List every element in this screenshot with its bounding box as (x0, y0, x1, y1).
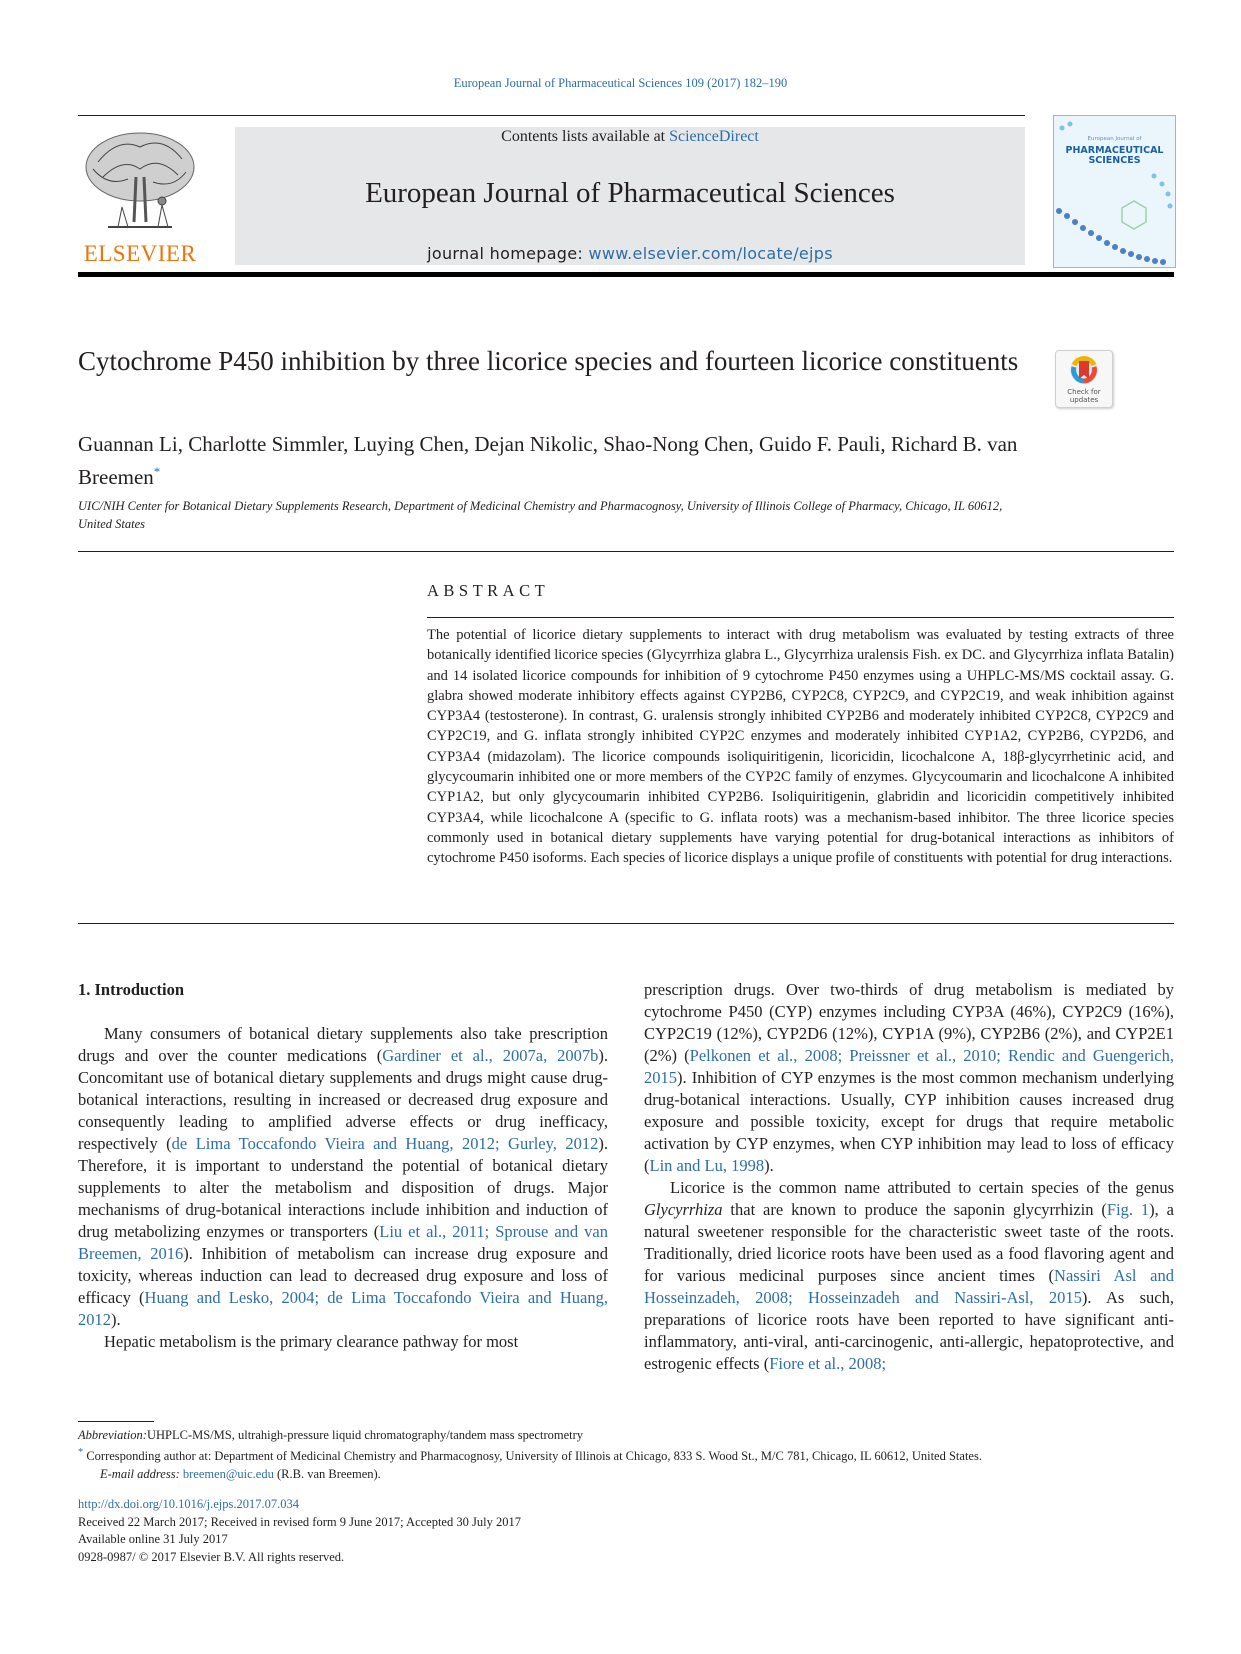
abstract-heading: ABSTRACT (427, 581, 550, 600)
paragraph: prescription drugs. Over two-thirds of drug metabolism is mediated by cytochrome P450 (CYP) enzymes including CYP3A (46%), CYP2C9 (16%), CYP2C19 (12%), CYP2D6 (12%), CYP1A (9%), CYP2B6 (2%), and CYP2E1 (2%) (Pelkonen et al., 2008; Preissner et al., 2010; Rendic and Guengerich, 2015). Inhibition of CYP enzymes is the most common mechanism underlying drug-botanical interactions. Usually, CYP inhibition causes increased drug exposure and possible toxicity, except for drugs that require metabolic activation by CYP enzymes, when CYP inhibition may lead to loss of efficacy (Lin and Lu, 1998). (644, 980, 1174, 1175)
footnotes (78, 1426, 1178, 1483)
citation-link[interactable]: Gardiner et al., 2007a, 2007b (382, 1046, 599, 1065)
citation-link[interactable]: Lin and Lu, 1998 (649, 1156, 765, 1175)
abstract-body: The potential of licorice dietary supplements to interact with drug metabolism was evaluated by testing extracts of three botanically identified licorice species (Glycyrrhiza glabra L., Glycyrrhiza uralensis Fish. ex DC. and Glycyrrhiza inflata Batalin) and 14 isolated licorice compounds for inhibition of 9 cytochrome P450 enzymes using a UHPLC-MS/MS cocktail assay. G. glabra showed moderate inhibitory effects against CYP2B6, CYP2C8, CYP2C9, and CYP2C19, and weak inhibition against CYP3A4 (testosterone). In contrast, G. uralensis strongly inhibited CYP2B6 and moderately inhibited CYP2C8, CYP2C9 and CYP2C19, and G. inflata strongly inhibited CYP2C enzymes and moderately inhibited CYP1A2, CYP2B6, CYP2D6, and CYP3A4 (midazolam). The licorice compounds isoliquiritigenin, licoricidin, licochalcone A, 18β-glycyrrhetinic acid, and glycycoumarin inhibited one or more members of the CYP2C family of enzymes. Glycycoumarin and licochalcone A inhibited CYP1A2, but only glycycoumarin inhibited CYP2B6. Isoliquiritigenin, glabridin and licoricidin competitively inhibited CYP3A4, while licochalcone A (specific to G. inflata roots) was a mechanism-based inhibitor. The three licorice species commonly used in botanical dietary supplements have varying potential for drug-botanical interactions as inhibitors of cytochrome P450 isoforms. Each species of licorice displays a unique profile of constituents with potential for drug interactions. (427, 627, 1174, 867)
abbreviation-note: Abbreviation:UHPLC-MS/MS, ultrahigh-pressure liquid chromatography/tandem mass spectrometry (78, 1428, 584, 1442)
email-link[interactable]: breemen@uic.edu (182, 1467, 274, 1482)
article-info (78, 1496, 778, 1566)
citation-link[interactable]: Huang and Lesko, 2004; de Lima Toccafondo Vieira and Huang, 2012 (78, 1288, 608, 1329)
paragraph: Licorice is the common name attributed to certain species of the genus Glycyrrhiza that are known to produce the saponin glycyrrhizin (Fig. 1), a natural sweetener responsible for the characteristic sweet taste of the roots. Traditionally, dried licorice roots have been used as a food flavoring agent and for various medicinal purposes since ancient times (Nassiri Asl and Hosseinzadeh, 2008; Hosseinzadeh and Nassiri-Asl, 2015). As such, preparations of licorice roots have been reported to have significant anti-inflammatory, anti-viral, anti-carcinogenic, anti-allergic, hepatoprotective, and estrogenic effects (Fiore et al., 2008; (644, 1178, 1175, 1373)
abstract-bottom-rule (78, 923, 1174, 924)
article-history: Received 22 March 2017; Received in revised form 9 June 2017; Accepted 30 July 2017 (78, 1514, 521, 1529)
check-for-updates-button[interactable] (1055, 350, 1113, 408)
corresponding-author-note: * Corresponding author at: Department of Medicinal Chemistry and Pharmacognosy, University of Illinois at Chicago, 833 S. Wood St., M/C 781, Chicago, IL 60612, United States. (78, 1447, 982, 1464)
body-column-right (644, 979, 1174, 1375)
corresponding-author-mark[interactable]: * (153, 464, 161, 479)
sciencedirect-link[interactable]: ScienceDirect (669, 128, 759, 145)
section-heading-introduction: 1. Introduction (78, 980, 185, 999)
journal-cover[interactable] (1053, 115, 1176, 268)
author-list: Guannan Li, Charlotte Simmler, Luying Chen, Dejan Nikolic, Shao-Nong Chen, Guido F. Pauli, Richard B. van Breemen* (78, 432, 1018, 489)
journal-title: European Journal of Pharmaceutical Sciences (365, 177, 895, 209)
article-title: Cytochrome P450 inhibition by three licorice species and fourteen licorice constituents (78, 346, 1019, 376)
cover-title: PHARMACEUTICAL SCIENCES (1065, 145, 1164, 166)
check-for-updates-label: Check for updates (1067, 388, 1101, 404)
masthead-rule (78, 272, 1174, 277)
doi-link[interactable]: http://dx.doi.org/10.1016/j.ejps.2017.07.034 (78, 1497, 299, 1511)
citation-link[interactable]: Nassiri Asl and Hosseinzadeh, 2008; Hosseinzadeh and Nassiri-Asl, 2015 (644, 1266, 1174, 1307)
citation-link[interactable]: Liu et al., 2011; Sprouse and van Breemen, 2016 (78, 1222, 609, 1263)
elsevier-logo (78, 127, 202, 267)
tree-icon (78, 127, 202, 237)
figure-link[interactable]: Fig. 1 (1106, 1200, 1150, 1219)
contents-line: Contents lists available at ScienceDirect (501, 128, 759, 145)
affiliation: UIC/NIH Center for Botanical Dietary Supplements Research, Department of Medicinal Chemistry and Pharmacognosy, University of Illinois College of Pharmacy, Chicago, IL 60612, United States (78, 499, 1003, 531)
body-column-left (78, 979, 608, 1353)
citation-link[interactable]: de Lima Toccafondo Vieira and Huang, 2012; Gurley, 2012 (171, 1134, 599, 1153)
bookmark-icon (1056, 351, 1112, 389)
homepage-link[interactable]: www.elsevier.com/locate/ejps (588, 244, 833, 263)
homepage-line: journal homepage: www.elsevier.com/locate/ejps (427, 244, 833, 263)
header-rule (78, 115, 1025, 116)
paragraph: Hepatic metabolism is the primary clearance pathway for most (104, 1332, 519, 1351)
copyright: 0928-0987/ © 2017 Elsevier B.V. All rights reserved. (78, 1549, 345, 1564)
cover-subtitle: European Journal of (1087, 136, 1142, 142)
molecule-chain-icon (1054, 116, 1175, 267)
available-online: Available online 31 July 2017 (78, 1532, 228, 1546)
journal-citation[interactable]: European Journal of Pharmaceutical Sciences 109 (2017) 182–190 (453, 76, 788, 90)
affiliation-rule (78, 551, 1174, 552)
citation-link[interactable]: Fiore et al., 2008; (769, 1354, 887, 1373)
abstract-rule (427, 617, 1174, 618)
paragraph: Many consumers of botanical dietary supplements also take prescription drugs and over the counter medications (Gardiner et al., 2007a, 2007b). Concomitant use of botanical dietary supplements and drugs might cause drug-botanical interactions, resulting in increased or decreased drug exposure and consequently leading to amplified adverse effects or drug inefficacy, respectively (de Lima Toccafondo Vieira and Huang, 2012; Gurley, 2012). Therefore, it is important to understand the potential of botanical dietary supplements to alter the metabolism and disposition of drugs. Major mechanisms of drug-botanical interactions include inhibition and induction of drug metabolizing enzymes or transporters (Liu et al., 2011; Sprouse and van Breemen, 2016). Inhibition of metabolism can increase drug exposure and toxicity, whereas induction can lead to decreased drug exposure and loss of efficacy (Huang and Lesko, 2004; de Lima Toccafondo Vieira and Huang, 2012). (78, 1024, 609, 1329)
journal-masthead (235, 127, 1025, 265)
footnote-rule (78, 1421, 154, 1422)
citation-link[interactable]: Pelkonen et al., 2008; Preissner et al., 2010; Rendic and Guengerich, 2015 (644, 1046, 1174, 1087)
email-note: E-mail address: breemen@uic.edu (R.B. van Breemen). (100, 1467, 381, 1482)
elsevier-wordmark: ELSEVIER (83, 241, 197, 266)
